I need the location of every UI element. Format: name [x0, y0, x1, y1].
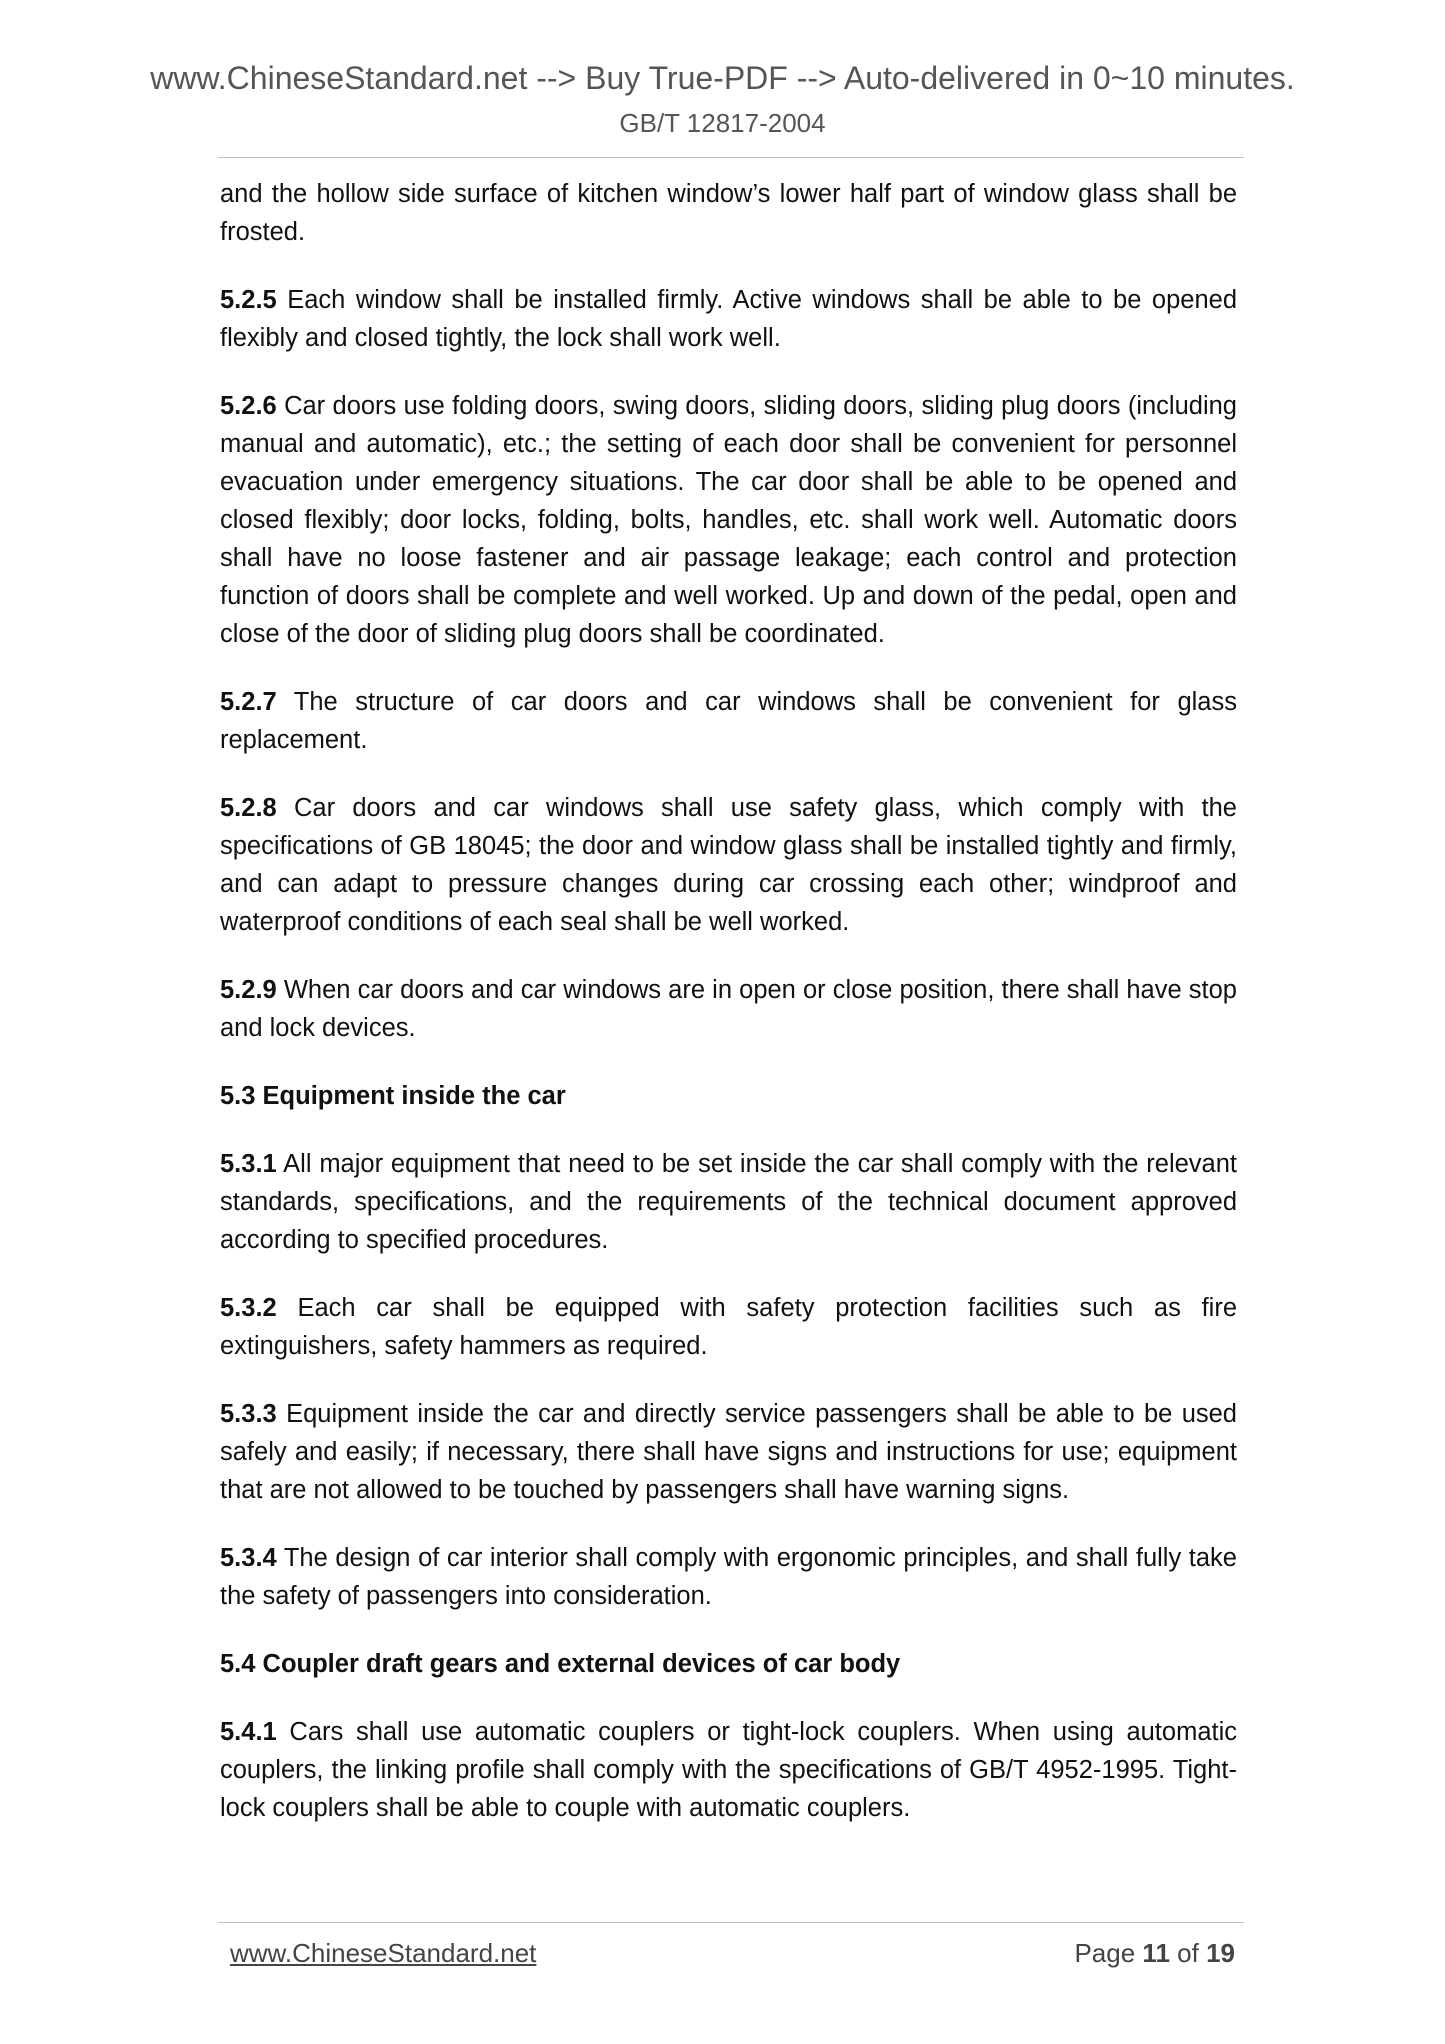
clause-5-3-2	[220, 1289, 1237, 1365]
clause-text: Equipment inside the car and directly service passengers shall be able to be used safely and easily; if necessary, there shall have signs and instructions for use; equipment that are not allowed to be touched by passengers shall have warning signs.	[220, 1400, 1237, 1504]
clause-5-2-6	[220, 387, 1237, 653]
footer-divider	[218, 1922, 1244, 1923]
clause-5-2-7	[220, 683, 1237, 759]
clause-number: 5.2.8	[220, 794, 277, 822]
clause-5-4-1	[220, 1713, 1237, 1827]
clause-text: Car doors use folding doors, swing doors, sliding doors, sliding plug doors (including manual and automatic), etc.; the setting of each door shall be convenient for personnel evacuation under emergency situations. The car door shall be able to be opened and closed flexibly; door locks, folding, bolts, handles, etc. shall work well. Automatic doors shall have no loose fastener and air passage leakage; each control and protection function of doors shall be complete and well worked. Up and down of the pedal, open and close of the door of sliding plug doors shall be coordinated.	[220, 392, 1237, 648]
header-divider	[218, 157, 1244, 158]
document-body	[220, 175, 1237, 1857]
section-heading-5-3: 5.3 Equipment inside the car	[220, 1082, 566, 1110]
clause-text: Car doors and car windows shall use safety glass, which comply with the specifications of GB 18045; the door and window glass shall be installed tightly and firmly, and can adapt to pressure changes during car crossing each other; windproof and waterproof conditions of each seal shall be well worked.	[220, 794, 1237, 936]
clause-number: 5.3.1	[220, 1150, 277, 1178]
clause-text: When car doors and car windows are in open or close position, there shall have stop and lock devices.	[220, 976, 1237, 1042]
page-indicator	[1074, 1936, 1235, 1970]
clause-number: 5.2.7	[220, 688, 277, 716]
clause-text: The design of car interior shall comply with ergonomic principles, and shall fully take the safety of passengers into consideration.	[220, 1544, 1237, 1610]
section-heading-5-4: 5.4 Coupler draft gears and external devices of car body	[220, 1650, 901, 1678]
clause-5-2-9	[220, 971, 1237, 1047]
clause-number: 5.4.1	[220, 1718, 277, 1746]
page-total: 19	[1206, 1938, 1235, 1968]
clause-5-2-8	[220, 789, 1237, 941]
clause-text: All major equipment that need to be set inside the car shall comply with the relevant standards, specifications, and the requirements of the technical document approved according to specified procedures.	[220, 1150, 1237, 1254]
page-of: of	[1177, 1938, 1199, 1968]
footer-site-link[interactable]: www.ChineseStandard.net	[230, 1938, 537, 1968]
clause-5-3-1	[220, 1145, 1237, 1259]
continuation-paragraph: and the hollow side surface of kitchen window’s lower half part of window glass shall be frosted.	[220, 180, 1237, 246]
clause-number: 5.3.2	[220, 1294, 277, 1322]
clause-5-2-5	[220, 281, 1237, 357]
clause-5-3-4	[220, 1539, 1237, 1615]
standard-code: GB/T 12817-2004	[619, 108, 826, 138]
clause-number: 5.3.4	[220, 1544, 277, 1572]
clause-number: 5.3.3	[220, 1400, 277, 1428]
clause-text: Cars shall use automatic couplers or tight-lock couplers. When using automatic couplers, the linking profile shall comply with the specifications of GB/T 4952-1995. Tight-lock couplers shall be able to couple with automatic couplers.	[220, 1718, 1237, 1822]
header-banner: www.ChineseStandard.net --> Buy True-PDF --> Auto-delivered in 0~10 minutes.	[150, 60, 1295, 96]
clause-text: Each car shall be equipped with safety protection facilities such as fire extinguishers, safety hammers as required.	[220, 1294, 1237, 1360]
clause-number: 5.2.9	[220, 976, 277, 1004]
clause-text: The structure of car doors and car windows shall be convenient for glass replacement.	[220, 688, 1237, 754]
page-label: Page	[1074, 1938, 1136, 1968]
clause-5-3-3	[220, 1395, 1237, 1509]
clause-text: Each window shall be installed firmly. Active windows shall be able to be opened flexibly and closed tightly, the lock shall work well.	[220, 286, 1237, 352]
clause-number: 5.2.6	[220, 392, 277, 420]
page-current: 11	[1142, 1938, 1170, 1968]
clause-number: 5.2.5	[220, 286, 277, 314]
